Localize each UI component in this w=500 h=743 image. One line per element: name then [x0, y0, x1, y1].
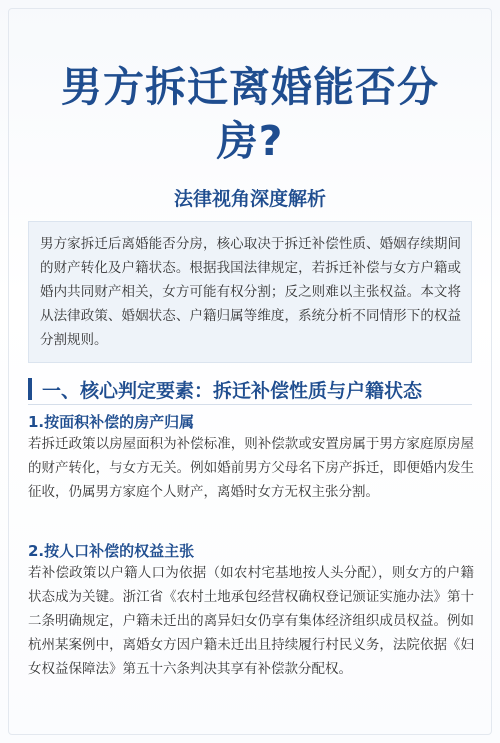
section-title: 一、核心判定要素：拆迁补偿性质与户籍状态 [42, 379, 423, 402]
title-text: 男方拆迁离婚能否分房? [61, 63, 439, 165]
section-heading [28, 374, 472, 405]
item-body-2: 若补偿政策以户籍人口为依据（如农村宅基地按人头分配），则女方的户籍状态成为关键。浙江省《农村土地承包经营权确权登记颁证实施办法》第十二条明确规定，户籍未迁出的离异妇女仍享有集体经济组织成员权益。例如杭州某案例中，离婚女方因户籍未迁出且持续履行村民义务，法院依据《妇女权益保障法》第五十六条判决其享有补偿款分配权。 [28, 565, 474, 677]
item-heading-2: 2.按人口补偿的权益主张 [28, 542, 195, 560]
page-title [0, 60, 500, 168]
section-accent-bar [28, 378, 32, 400]
page-subtitle: 法律视角深度解析 [173, 188, 326, 210]
intro-box: 男方家拆迁后离婚能否分房，核心取决于拆迁补偿性质、婚姻存续期间的财产转化及户籍状态。根据我国法律规定，若拆迁补偿与女方户籍或婚内共同财产相关，女方可能有权分割；反之则难以主张权益。本文将从法律政策、婚姻状态、户籍归属等维度，系统分析不同情形下的权益分割规则。 [28, 221, 472, 363]
item-heading-1: 1.按面积补偿的房产归属 [28, 413, 195, 431]
item-body-1: 若拆迁政策以房屋面积为补偿标准，则补偿款或安置房属于男方家庭原房屋的财产转化，与女方无关。例如婚前男方父母名下房产拆迁，即便婚内发生征收，仍属男方家庭个人财产，离婚时女方无权主张分割。 [28, 436, 474, 500]
